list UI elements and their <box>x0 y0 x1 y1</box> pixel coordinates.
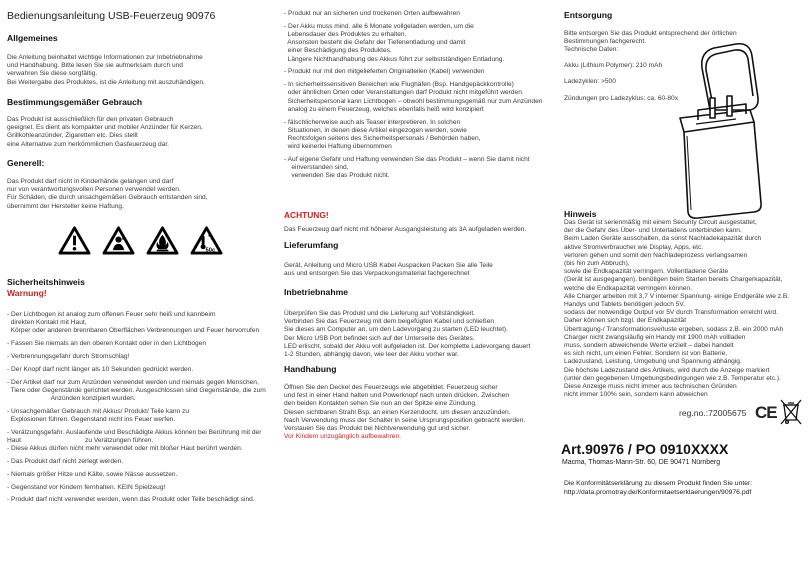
general2-heading: Generell: <box>7 158 45 168</box>
child-warning-icon <box>102 226 135 255</box>
info-line: Rechtsfolgen seitens des Sicherheitspersonals / Behörden haben, <box>284 135 481 143</box>
safety-line: - Niemals größer Hitze und Kälte, sowie Nässe aussetzen. <box>7 470 178 478</box>
safety-line: - Diese Akkus dürfen nicht mehr verwendet oder mit bloßer Haut berührt werden. <box>7 445 243 453</box>
note-line: Beim Laden Geräte ausschalten, da sonst Nachladekapazität durch <box>564 235 762 243</box>
note-line: Charger nicht zwangsläufig ein Handy mit 1900 mAh vollladen <box>564 333 746 341</box>
info-line: analog zu einem Feuerzeug, welches ebenfalls heiß wird konzipiert <box>284 105 484 113</box>
info-line: einer Beschädigung des Produktes. <box>284 47 392 55</box>
note-line: (bis hin zum Abbruch), <box>564 260 630 268</box>
ce-mark: CE <box>755 403 777 422</box>
info-line: einverstanden sind, <box>284 164 349 172</box>
general-text: Die Anleitung beinhaltet wichtige Informationen zur Inbetriebnahme und Handhabung. Bitte lesen Sie sie aufmerksam durch und verwahren Sie diese sorgfältig. Bei Weitergabe des Produktes, ist die Anleitung mit auszuhändigen. <box>7 54 205 86</box>
start-text: Überprüfen Sie das Produkt und die Lieferung auf Vollständigkeit. Verbinden Sie das Feuerzeug mit dem beigefügten Kabel und schließen Sie dieses am Computer an, um den Ladevorgang zu starten (LED leuchtet). Der Micro USB Port befindet sich auf der Unterseite des Gerätes. LED erlischt, sobald der Akku voll aufgeladen ist. Der komplette Ladevorgang dauert 1-2 Stunden, abhängig davon, wie leer der Akku vorher war. <box>284 310 531 359</box>
info-line: Ansonsten besteht die Gefahr der Tiefenentladung und damit <box>284 39 466 47</box>
note-line: sodass der notwendige Output vor 5V durch Transformation erreicht wird. <box>564 309 779 317</box>
safety-line: Haut zu Verätzungen führen. <box>7 437 154 444</box>
reg-number: reg.no.:72005675 <box>679 408 747 418</box>
safety-line: direkten Kontakt mit Haut, <box>7 319 87 327</box>
safety-line: - Unsachgemäßer Gebrauch mit Akkus/ Produkt/ Teile kann zu <box>7 407 190 415</box>
note-line: (Gerät ist ausgegangen), benötigen beim Starten bereits Chargerkapazität, <box>564 276 783 284</box>
lighter-illustration <box>650 40 772 222</box>
safety-heading: Sicherheitshinweis <box>7 277 85 287</box>
attention-heading: ACHTUNG! <box>284 210 329 220</box>
spec-cycles: Ladezyklen: >500 <box>564 78 616 85</box>
safety-list <box>7 311 266 505</box>
info-line: Sicherheitspersonal kann Lichtbogen – obwohl bestimmungsgemäß nur zum Anzünden <box>284 97 543 105</box>
disposal-heading: Entsorgung <box>564 10 613 20</box>
general2-text: Das Produkt darf nicht in Kinderhände gelangen und darf nur von verantwortungsvollen Personen verwendet werden. Für Schäden, die durch unsachgemäßen Gebrauch entstanden sind, übernimmt der Hersteller keine Haftung. <box>7 178 208 210</box>
info-line: - fälschlicherweise auch als Teaser interpretieren. In solchen <box>284 118 461 126</box>
safety-line: Explosionen führen. Gegenstand nicht ins Feuer werfen. <box>7 416 176 423</box>
safety-line: - Verätzungsgefahr. Auslaufende und Beschädigte Akkus können bei Berührung mit der <box>7 428 262 436</box>
conformity-link[interactable]: http://data.promotray.de/Konformitaetserklaerungen/90976.pdf <box>564 489 752 496</box>
note-line: der die Gefahr des Über- und Unterladens unterbinden kann. <box>564 227 742 235</box>
col1-title: Bedienungsanleitung USB-Feuerzeug 90976 <box>7 10 216 22</box>
safety-line: - Produkt darf nicht verwendet werden, wenn das Produkt oder Teile beschädigt sind. <box>7 496 255 504</box>
handling-heading: Handhabung <box>284 364 337 374</box>
heat-warning-icon <box>190 226 223 255</box>
note-line: Übertragung-/ Transformationsverluste ergeben, sodass z.B. ein 2000 mAh <box>564 325 784 333</box>
use-text: Das Produkt ist ausschließlich für den privaten Gebrauch geeignet. Es dient als kompakter und mobiler Anzünder für Kerzen, Grillkohleanzünder, Zigaretten etc. Dies stellt eine Alternative zum herkömmlichen Gasfeuerzeug dar. <box>7 116 203 148</box>
general-heading: Allgemeines <box>7 33 58 43</box>
safety-line: - Der Knopf darf nicht länger als 10 Sekunden gedrückt werden. <box>7 365 194 373</box>
info-line: Lebensdauer des Produktes zu erhalten. <box>284 31 407 38</box>
spec-ignitions: Zündungen pro Ladezyklus: ca. 60-80x <box>564 95 678 102</box>
hazard-temp-label: 50c <box>205 247 216 254</box>
note-line: Das Gerät ist serienmäßig mit einem Security Circuit ausgestattet, <box>564 219 757 226</box>
info-line: - Auf eigene Gefahr und Haftung verwenden Sie das Produkt – wenn Sie damit nicht <box>284 156 530 164</box>
note-line: (unter den gegebenen Umgebungsbedingungen wie z.B. Temperatur etc.). <box>564 374 781 382</box>
info-line: - Produkt nur an sicheren und trockenen Orten aufbewahren <box>284 10 460 17</box>
article-number: Art.90976 / PO 0910XXXX <box>561 441 729 457</box>
flame-warning-icon <box>146 226 179 255</box>
safety-line: - Der Artikel darf nur zum Anzünden verwendet werden und niemals gegen Menschen, <box>7 378 259 386</box>
info-line: oder ähnlichen Orten oder Veranstaltungen darf Produkt nicht mitgeführt werden. <box>284 89 524 97</box>
note-line: welche die Endkapazität verringern können. <box>564 284 692 292</box>
safety-line: - Das Produkt darf nicht zerlegt werden. <box>7 458 124 465</box>
handling-text: Öffnen Sie den Deckel des Feuerzeugs wie abgebildet. Feuerzeug sicher und fest in einer Hand halten und Powerknopf nach unten drücken. Zwischen den beiden Kontakten sehen Sie nun an der Spitze eine Zündung. Diesen sichtbaren Strahl Bsp. an einen Kerzendocht, um diesen anzuzünden. Nach Verwendung muss der Schalter in seine Ursprungsposition gebracht werden. Verstauen Sie das Produkt bei Nichtverwendung gut und sicher. Vor Kindern unzugänglich aufbewahren. <box>284 384 526 441</box>
info-line: Längere Nichthandhabung des Akkus führt zur selbstständigen Entladung. <box>284 55 505 63</box>
weee-bin-icon <box>779 398 803 426</box>
note-line: Ladezustand, Leistung, Umgebung und Spannung abhängig. <box>564 358 742 366</box>
safety-line: Anzünden konzipiert wurden. <box>7 395 136 402</box>
safety-line: - Verbrennungsgefahr durch Stromschlag! <box>7 353 130 360</box>
use-heading: Bestimmungsgemäßer Gebrauch <box>7 97 143 107</box>
company-address: Macma, Thomas-Mann-Str. 60, DE 90471 Nürnberg <box>562 459 721 466</box>
safety-line: - Gegenstand vor Kindern fernhalten. KEIN Spielzeug! <box>7 483 166 491</box>
note-line: Alle Charger arbeiten mit 3,7 V interner Spannung- einige Endgeräte wie z.B. <box>564 292 790 300</box>
note-line: sowie die Endkapazität verringern. Vollentladene Geräte <box>564 268 729 276</box>
spec-battery: Akku (Lithium Polymer): 210 mAh <box>564 62 663 69</box>
safety-line: Körper oder anderen brennbaren Oberflächen Verbrennungen und Feuer hervorrufen <box>7 327 260 335</box>
info-line: wird keinerlei Haftung übernommen <box>284 143 392 151</box>
note-heading: Hinweis <box>564 209 597 219</box>
note-line: Handys und Tablets benötigen jedoch 5V, <box>564 301 685 309</box>
note-line: es sich nicht, um einen Fehler. Sondern ist von Batterie, <box>564 350 728 358</box>
note-line: muss, sondern abweichende Werte erzielt – dabei handelt <box>564 342 734 350</box>
note-line: nicht immer 100% sein, sondern kann abweichen <box>564 391 708 399</box>
note-line: verloren gehen und somit den Nachladeprozess verlangsamen <box>564 251 748 259</box>
safety-line: - Der Lichtbogen ist analog zum offenen Feuer sehr heiß und kannbeim <box>7 311 216 318</box>
info-line: - In sicherheitssensitiven Bereichen wie Flughäfen (Bsp. Handgepäckkontrolle) <box>284 81 514 89</box>
note-line: Daher können sich bzgl. der Endkapazität <box>564 317 687 325</box>
warning-label: Warnung! <box>7 288 47 298</box>
attention-text: Das Feuerzeug darf nicht mit höherer Ausgangsleistung als 3A aufgeladen werden. <box>284 226 527 233</box>
col2-top-list <box>284 10 542 181</box>
scope-heading: Lieferumfang <box>284 240 339 250</box>
disposal-text: Bitte entsorgen Sie das Produkt entsprechend der örtlichen Bestimmungen fachgerecht. Technische Daten: <box>564 30 737 54</box>
info-line: - Der Akku muss mind. alle 6 Monate vollgeladen werden, um die <box>284 22 474 30</box>
info-line: - Produkt nur mit den mitgelieferten Originalteilen (Kabel) verwenden <box>284 68 485 76</box>
note-line: aktive Stromverbraucher wie Display, Apps, etc. <box>564 243 704 251</box>
safety-line: Tiere oder Gegenstände gerichtet werden. Ausgeschlossen sind Gegenstände, die zum <box>7 386 266 394</box>
scope-text: Gerät, Anleitung und Micro USB Kabel Auspacken Packen Sie alle Teile aus und entsorgen Sie das Verpackungsmaterial fachgerechnet <box>284 262 493 278</box>
info-line: verwenden Sie das Produkt nicht. <box>284 172 390 180</box>
warning-icon <box>58 226 91 255</box>
note-text <box>564 219 789 399</box>
note-line: Diese Anzeige muss nicht immer aus technischen Gründen <box>564 383 737 391</box>
conformity-text: Die Konformitätserklärung zu diesem Produkt finden Sie unter: http://data.promotray.de/Konformitaetserklaerungen/90976.pdf <box>564 480 753 496</box>
start-heading: Inbetriebnahme <box>284 287 348 297</box>
note-line: Die höchste Ladezustand des Artikels, wird durch die Anzeige markiert <box>564 366 770 374</box>
info-line: Situationen, in denen diese Artikel eingezogen werden, sowie <box>284 126 467 134</box>
safety-line: - Fassen Sie niemals an den oberen Kontakt oder in den Lichtbogen <box>7 340 207 348</box>
